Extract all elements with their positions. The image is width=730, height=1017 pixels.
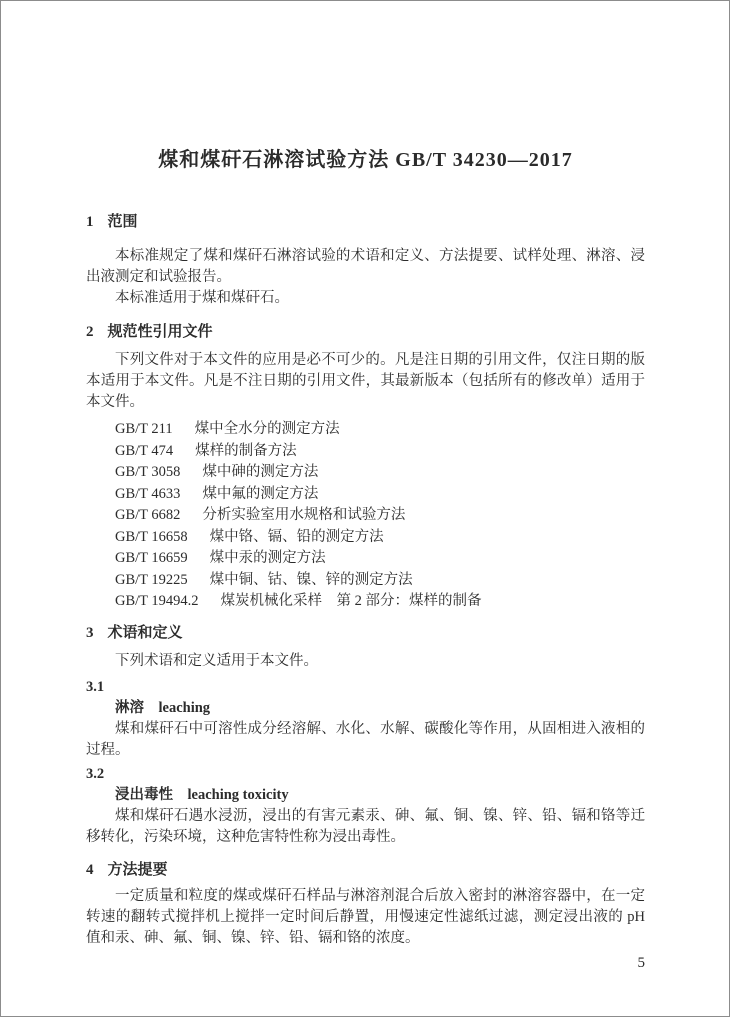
method-summary-paragraph: 一定质量和粒度的煤或煤矸石样品与淋溶剂混合后放入密封的淋溶容器中，在一定转速的翻转式搅拌机上搅拌一定时间后静置，用慢速定性滤纸过滤，测定浸出液的 pH 值和汞、砷、氟、铜、镍、锌、铅、镉和铬的浓度。 <box>86 887 645 946</box>
reference-title: 分析实验室用水规格和试验方法 <box>202 507 406 523</box>
reference-code: GB/T 474 <box>115 442 174 459</box>
section-1-title: 范围 <box>107 214 138 230</box>
reference-code: GB/T 16659 <box>115 550 188 566</box>
term-number: 3.1 <box>86 678 105 695</box>
reference-code: GB/T 211 <box>115 421 173 437</box>
section-terms-definitions <box>86 622 645 848</box>
reference-code: GB/T 3058 <box>115 464 181 480</box>
reference-item <box>86 570 645 592</box>
term-en: leaching <box>158 699 211 716</box>
section-3-heading <box>86 622 645 644</box>
section-2-title: 规范性引用文件 <box>107 324 213 340</box>
reference-list <box>86 419 645 613</box>
section-2-heading <box>86 321 645 343</box>
references-intro: 下列文件对于本文件的应用是必不可少的。凡是注日期的引用文件，仅注日期的版本适用于本文件。凡是不注日期的引用文件，其最新版本（包括所有的修改单）适用于本文件。 <box>86 352 645 410</box>
section-4-title: 方法提要 <box>107 861 168 878</box>
term-zh: 淋溶 <box>115 699 144 716</box>
reference-code: GB/T 16658 <box>115 528 188 545</box>
reference-title: 煤样的制备方法 <box>195 442 297 459</box>
reference-code: GB/T 19494.2 <box>115 593 199 609</box>
section-method-summary <box>86 859 645 949</box>
page-number: 5 <box>637 954 645 971</box>
term-zh: 浸出毒性 <box>115 786 173 803</box>
section-3-number: 3 <box>86 624 94 641</box>
section-3-title: 术语和定义 <box>107 624 183 641</box>
term-number: 3.2 <box>86 765 105 782</box>
reference-title: 煤炭机械化采样 第 2 部分：煤样的制备 <box>220 593 482 609</box>
section-1-heading <box>86 211 645 233</box>
term-block-3-2 <box>86 764 645 848</box>
reference-title: 煤中氟的测定方法 <box>202 485 319 502</box>
reference-item <box>86 527 645 549</box>
section-4-number: 4 <box>86 861 94 878</box>
scope-paragraph: 本标准规定了煤和煤矸石淋溶试验的术语和定义、方法提要、试样处理、淋溶、浸出液测定和试验报告。 <box>86 248 645 285</box>
section-normative-references <box>86 321 645 613</box>
reference-title: 煤中砷的测定方法 <box>202 464 319 480</box>
section-1-number: 1 <box>86 214 94 230</box>
reference-code: GB/T 4633 <box>115 485 181 502</box>
section-scope <box>86 211 645 309</box>
reference-item <box>86 484 645 506</box>
term-entry <box>86 785 645 806</box>
reference-item <box>86 441 645 463</box>
section-4-heading <box>86 859 645 881</box>
reference-item <box>86 591 645 613</box>
term-en: leaching toxicity <box>187 786 289 803</box>
page-title: 煤和煤矸石淋溶试验方法 GB/T 34230—2017 <box>158 149 573 171</box>
reference-code: GB/T 19225 <box>115 571 188 588</box>
reference-item <box>86 505 645 527</box>
term-block-3-1 <box>86 677 645 761</box>
scope-applicability: 本标准适用于煤和煤矸石。 <box>115 290 289 306</box>
reference-title: 煤中汞的测定方法 <box>209 550 326 566</box>
reference-title: 煤中铬、镉、铅的测定方法 <box>209 528 384 545</box>
term-definition: 煤和煤矸石遇水浸沥，浸出的有害元素汞、砷、氟、铜、镍、锌、铅、镉和铬等迁移转化，污染环境，这种危害特性称为浸出毒性。 <box>86 807 645 845</box>
reference-title: 煤中铜、钴、镍、锌的测定方法 <box>209 571 413 588</box>
term-entry <box>86 698 645 719</box>
reference-item <box>86 419 645 441</box>
reference-item <box>86 462 645 484</box>
reference-title: 煤中全水分的测定方法 <box>194 421 340 437</box>
reference-item <box>86 548 645 570</box>
section-2-number: 2 <box>86 324 94 340</box>
term-definition: 煤和煤矸石中可溶性成分经溶解、水化、水解、碳酸化等作用，从固相进入液相的过程。 <box>86 720 645 758</box>
terms-intro: 下列术语和定义适用于本文件。 <box>115 652 318 669</box>
reference-code: GB/T 6682 <box>115 507 181 523</box>
